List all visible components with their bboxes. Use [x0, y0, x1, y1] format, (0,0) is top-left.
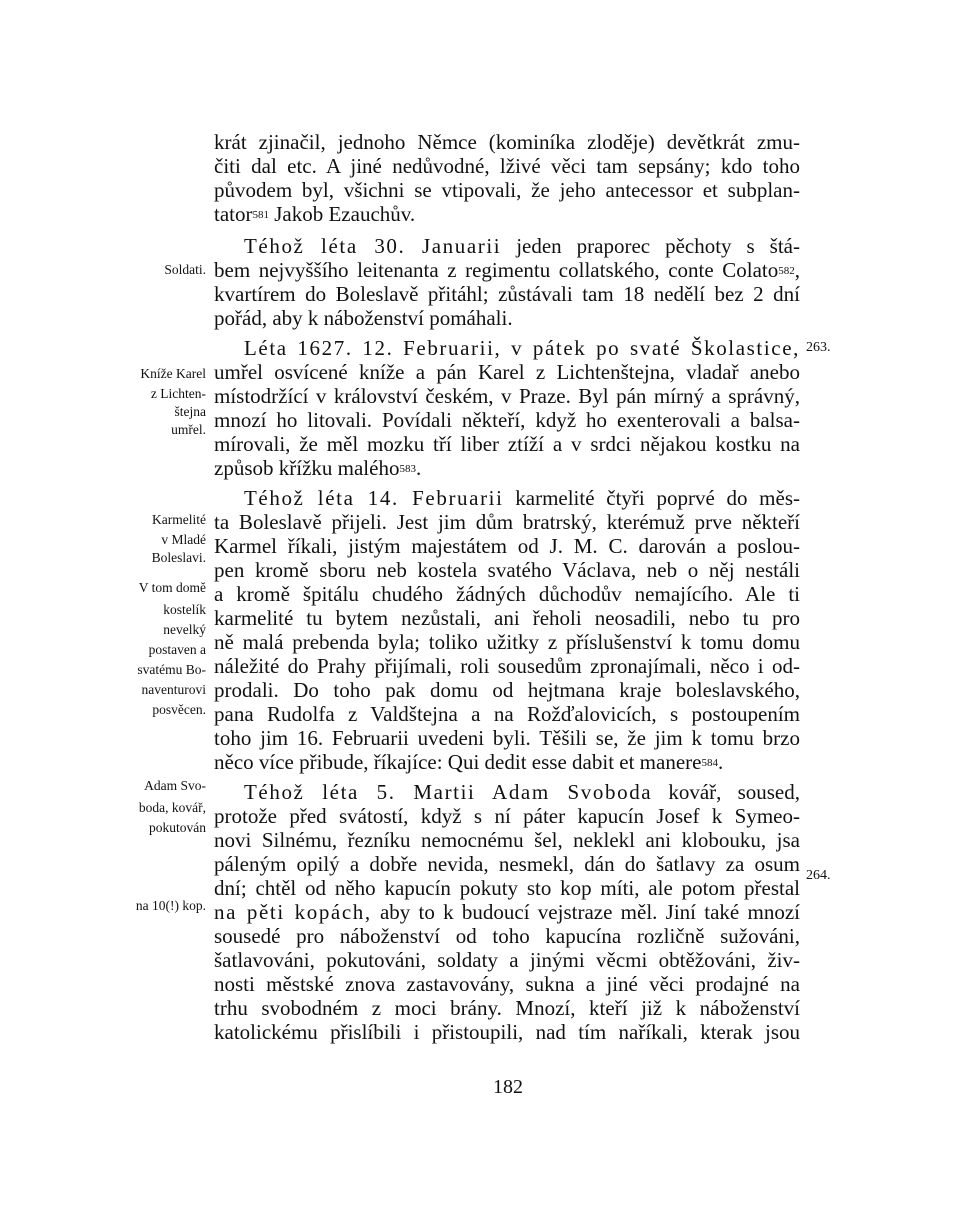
text-line: novi Silnému, řezníku nemocnému šel, neklekl ani klobouku, jsa: [214, 828, 800, 852]
text-line: nosti městské znova zastavovány, sukna a jiné věci prodajné na: [214, 972, 800, 996]
text-line: ta Boleslavě přijeli. Jest jim dům bratrský, kterémuž prve někteří: [214, 510, 800, 534]
text-line: pořád, aby k náboženství pomáhali.: [214, 306, 513, 330]
text-line: šatlavováni, pokutováni, soldaty a jinými věcmi obtěžováni, živ-: [214, 948, 800, 972]
text-line: protože před svátostí, když s ní páter kapucín Josef k Symeo-: [214, 804, 800, 828]
margin-page-ref: 264.: [806, 868, 831, 883]
text-line: sousedé pro náboženství od toho kapucína rozličně sužováni,: [214, 924, 800, 948]
side-note: Adam Svo-: [144, 778, 206, 793]
page-number: 182: [493, 1076, 523, 1098]
footnote-ref: 582: [778, 265, 795, 277]
side-note: z Lichten-: [150, 386, 206, 401]
footnote-ref: 584: [701, 757, 718, 769]
side-note: Kníže Karel: [140, 366, 206, 381]
text-line: toho jim 16. Februarii uvedeni byli. Těšili se, že jim k tomu brzo: [214, 726, 800, 750]
side-note: v Mladé: [161, 532, 206, 547]
paragraph-start: Léta 1627. 12. Februarii, v pátek po svaté Školastice,: [244, 336, 800, 360]
paragraph-start: Téhož léta 30. Januarii jeden praporec pěchoty s štá-: [244, 234, 800, 258]
side-note: umřel.: [171, 422, 206, 437]
text-line: čiti dal etc. A jiné nedůvodné, lživé věci tam sepsány; kdo toho: [214, 154, 800, 178]
side-note: Boleslavi.: [151, 550, 206, 565]
text-line: původem byl, všichni se vtipovali, že jeho antecessor et subplan-: [214, 178, 800, 202]
side-note: kostelík: [163, 602, 206, 617]
text-line: kvartírem do Boleslavě přitáhl; zůstávali tam 18 nedělí bez 2 dní: [214, 282, 800, 306]
side-note: V tom domě: [138, 580, 206, 595]
text-line: krát zjinačil, jednoho Němce (kominíka zloděje) devětkrát zmu-: [214, 130, 800, 154]
text-line: tator$^{581}$ Jakob Ezauchův.: [214, 202, 416, 226]
side-note: posvěcen.: [152, 702, 206, 717]
side-note: svatému Bo-: [137, 662, 206, 677]
paragraph-start: Téhož léta 14. Februarii karmelité čtyři poprvé do měs-: [244, 486, 801, 510]
text-line: pen kromě sboru neb kostela svatého Václava, neb o něj nestáli: [214, 558, 800, 582]
paragraph-start: Téhož léta 5. Martii Adam Svoboda kovář, soused,: [244, 780, 800, 804]
text-line: náležité do Prahy přijímali, roli sousedům zpronajímali, něco i od-: [214, 654, 800, 678]
text-line: prodali. Do toho pak domu od hejtmana kraje boleslavského,: [214, 678, 800, 702]
text-line: páleným opilý a dobře nevida, nesmekl, dán do šatlavy za osum: [214, 852, 800, 876]
footnote-ref: 583: [399, 463, 416, 475]
text-line: dní; chtěl od něho kapucín pokuty sto kop míti, ale potom přestal: [214, 876, 800, 900]
text-line: něco více přibude, říkajíce: Qui dedit esse dabit et manere$^{584}$.: [214, 750, 724, 774]
text-line: ně malá prebenda byla; toliko užitky z příslušenství k tomu domu: [214, 630, 800, 654]
text-line: místodržící v království českém, v Praze. Byl pán mírný a správný,: [214, 384, 800, 408]
side-note: boda, kovář,: [138, 800, 206, 815]
text-line: na pěti kopách, aby to k budoucí vejstraze měl. Jiní také mnozí: [214, 900, 800, 924]
side-note: postaven a: [148, 642, 206, 657]
text-line: a kromě špitálu chudého žádných důchodův nemajícího. Ale ti: [214, 582, 800, 606]
margin-page-ref: 263.: [806, 340, 831, 355]
side-note: pokutován: [149, 820, 206, 835]
text-line: Karmel říkali, jistým majestátem od J. M. C. darován a poslou-: [214, 534, 800, 558]
text-line: způsob křížku malého$^{583}$.: [214, 456, 422, 480]
text-line: katolickému přislíbili i přistoupili, nad tím naříkali, kterak jsou: [214, 1020, 800, 1044]
footnote-ref: 581: [252, 209, 269, 221]
side-note: Karmelité: [152, 512, 206, 527]
side-note: naventurovi: [141, 682, 206, 697]
side-note: Soldati.: [164, 262, 206, 277]
text-line: umřel osvícené kníže a pán Karel z Lichtenštejna, vladař anebo: [214, 360, 800, 384]
text-line: bem nejvyššího leitenanta z regimentu collatského, conte Colato$^{582}$,: [214, 258, 800, 282]
side-note: štejna: [174, 404, 206, 419]
text-line: mírovali, že měl mozku tří liber ztíží a v srdci nějakou kostku na: [214, 432, 800, 456]
text-line: trhu svobodném z moci brány. Mnozí, kteří již k náboženství: [214, 996, 800, 1020]
side-note: na 10(!) kop.: [135, 898, 206, 913]
text-line: pana Rudolfa z Valdštejna a na Rožďalovicích, s postoupením: [214, 702, 800, 726]
text-line: mnozí ho litovali. Povídali někteří, když ho exenterovali a balsa-: [214, 408, 800, 432]
side-note: nevelký: [163, 622, 206, 637]
text-line: karmelité tu bytem nezůstali, ani řeholi neosadili, nebo tu pro: [214, 606, 800, 630]
